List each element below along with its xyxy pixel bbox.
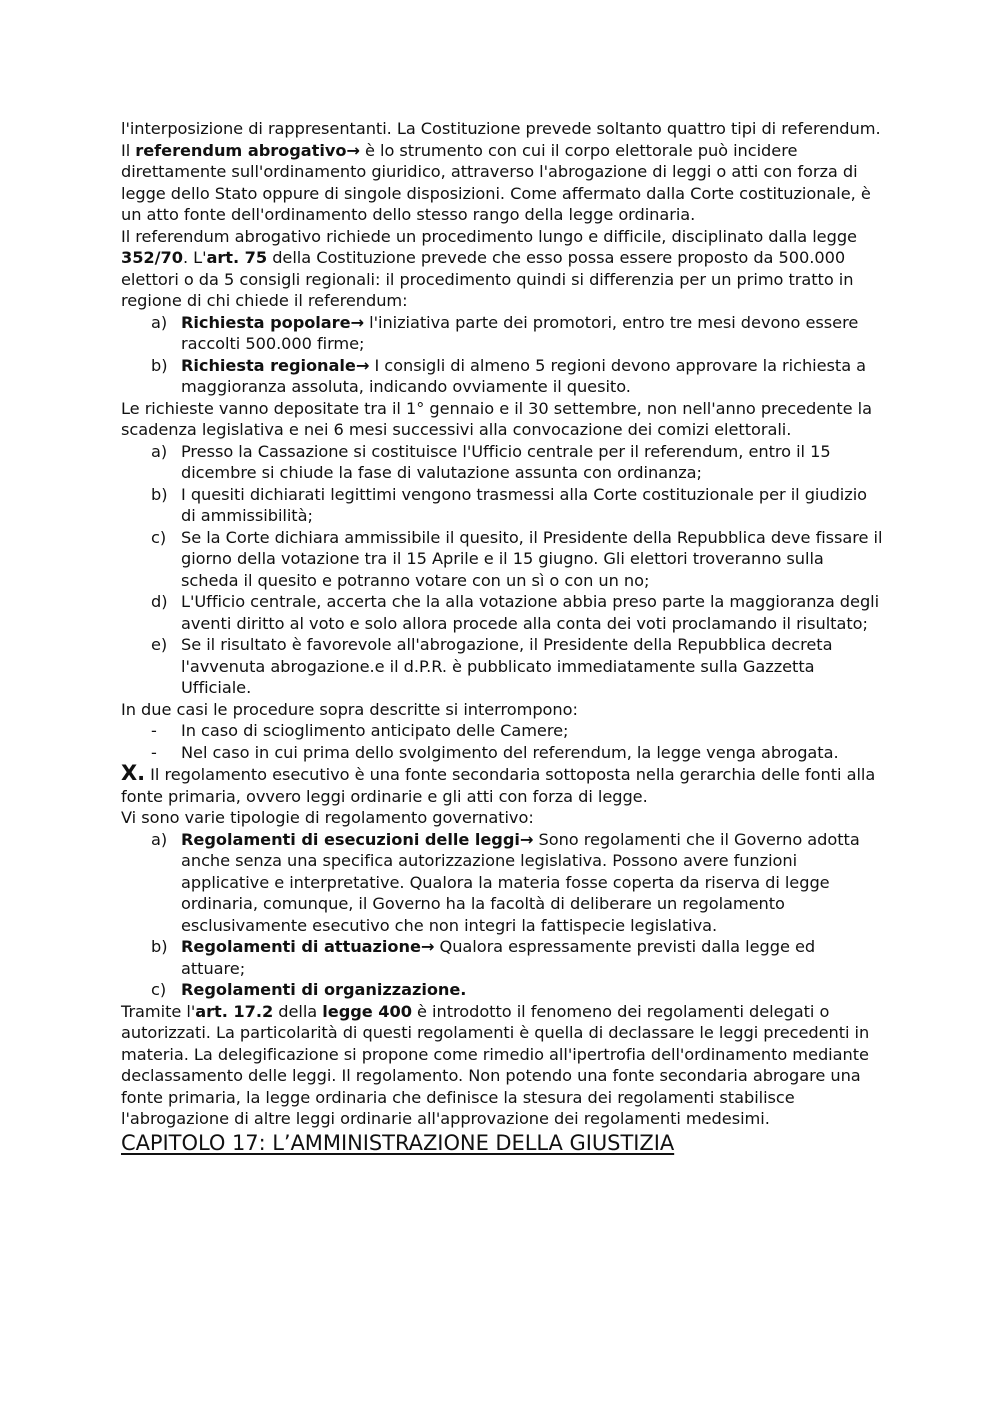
list-item (121, 591, 883, 634)
list-marker: c) (151, 527, 167, 547)
bold-term: Regolamenti di esecuzioni delle leggi→ (181, 829, 534, 849)
list-item-text: Se il risultato è favorevole all'abrogazione, il Presidente della Repubblica decreta l'avvenuta abrogazione.e il d.P.R. è pubblicato immediatamente sulla Gazzetta Ufficiale. (181, 635, 833, 697)
document-page (121, 118, 883, 1156)
text-run: Il referendum abrogativo richiede un procedimento lungo e difficile, disciplinato dalla legge (121, 226, 857, 246)
list-item-text: Qualora espressamente previsti dalla legge ed attuare; (181, 937, 816, 978)
bold-term: Richiesta regionale→ (181, 355, 370, 375)
list-item (121, 742, 883, 764)
deposito-paragraph: Le richieste vanno depositate tra il 1° gennaio e il 30 settembre, non nell'anno precedente la scadenza legislativa e nei 6 mesi successivi alla convocazione dei comizi elettorali. (121, 398, 872, 439)
text-run: Tramite l' (121, 1001, 196, 1021)
text-run: della (273, 1001, 323, 1021)
referendum-abrogativo-paragraph (121, 140, 883, 226)
list-item-text: Se la Corte dichiara ammissibile il quesito, il Presidente della Repubblica deve fissare il giorno della votazione tra il 15 Aprile e il 15 giugno. Gli elettori troveranno sulla scheda il quesito e potranno votare con un sì o con un no; (181, 527, 883, 590)
richieste-list (121, 312, 883, 398)
list-item-text: Presso la Cassazione si costituisce l'Ufficio centrale per il referendum, entro il 15 dicembre si chiude la fase di valutazione assunta con ordinanza; (181, 441, 831, 482)
list-marker: - (151, 721, 157, 740)
list-item (121, 312, 883, 355)
fasi-list (121, 441, 883, 699)
list-marker: a) (151, 441, 168, 461)
list-item (121, 484, 883, 527)
list-item (121, 441, 883, 484)
list-marker: e) (151, 635, 168, 654)
casi-list (121, 720, 883, 763)
procedure-paragraph (121, 226, 883, 312)
list-item (121, 355, 883, 398)
list-item (121, 936, 883, 979)
list-item-text: Nel caso in cui prima dello svolgimento del referendum, la legge venga abrogata. (181, 742, 839, 762)
bold-term: art. 17.2 (195, 1001, 274, 1021)
list-item-text: In caso di scioglimento anticipato delle Camere; (181, 721, 569, 740)
list-marker: b) (151, 484, 168, 504)
bold-term: Regolamenti di organizzazione. (181, 980, 467, 999)
bold-term: Regolamenti di attuazione→ (181, 937, 435, 956)
list-item (121, 829, 883, 937)
list-marker: a) (151, 829, 168, 849)
bold-term: art. 75 (206, 248, 268, 267)
intro-paragraph: l'interposizione di rappresentanti. La Costituzione prevede soltanto quattro tipi di referendum. (121, 119, 881, 138)
tipologie-paragraph: Vi sono varie tipologie di regolamento governativo: (121, 808, 534, 827)
text-run: è introdotto il fenomeno dei regolamenti delegati o autorizzati. La particolarità di questi regolamenti è quella di declassare le leggi precedenti in materia. La delegificazione si propone come rimedio all'ipertrofia dell'ordinamento mediante declassamento delle leggi. Il regolamento. Non potendo una fonte secondaria abrogare una fonte primaria, la legge ordinaria che definisce la stesura dei regolamenti stabilisce l'abrogazione di altre leggi ordinarie all'approvazione dei regolamenti medesimi. (121, 1001, 870, 1128)
bold-term: referendum abrogativo→ (135, 140, 360, 160)
list-item (121, 634, 883, 699)
text-run: Il (121, 140, 136, 160)
list-item-text: I quesiti dichiarati legittimi vengono trasmessi alla Corte costituzionale per il giudizio di ammissibilità; (181, 484, 867, 525)
section-label: X. (121, 761, 146, 785)
bold-term: legge 400 (322, 1001, 412, 1021)
casi-paragraph: In due casi le procedure sopra descritte si interrompono: (121, 699, 578, 719)
list-marker: - (151, 742, 157, 762)
list-item (121, 720, 883, 742)
list-marker: b) (151, 937, 168, 956)
list-item (121, 979, 883, 1001)
list-item-text: L'Ufficio centrale, accerta che la alla votazione abbia preso parte la maggioranza degli aventi diritto al voto e solo allora procede alla conta dei voti proclamando il risultato; (181, 592, 880, 633)
text-run: è lo strumento con cui il corpo elettorale può incidere direttamente sull'ordinamento giuridico, attraverso l'abrogazione di leggi o atti con forza di legge dello Stato oppure di singole disposizioni. Come affermato dalla Corte costituzionale, è un atto fonte dell'ordinamento dello stesso rango della legge ordinaria. (121, 140, 871, 224)
text-run: . L' (182, 248, 207, 267)
text-run: della Costituzione prevede che esso possa essere proposto da 500.000 elettori o da 5 consigli regionali: il procedimento quindi si differenzia per un primo tratto in regione di chi chiede il referendum: (121, 248, 854, 310)
regolamento-esecutivo-paragraph (121, 763, 883, 807)
chapter-heading: CAPITOLO 17: L’AMMINISTRAZIONE DELLA GIUSTIZIA (121, 1130, 675, 1155)
list-item-text: I consigli di almeno 5 regioni devono approvare la richiesta a maggioranza assoluta, indicando ovviamente il quesito. (181, 355, 867, 396)
list-marker: d) (151, 592, 168, 611)
bold-term: Richiesta popolare→ (181, 312, 365, 332)
bold-term: 352/70 (121, 248, 183, 267)
regolamenti-delegati-paragraph (121, 1001, 883, 1130)
regolamenti-list (121, 829, 883, 1001)
list-marker: a) (151, 312, 168, 332)
list-item-text: l'iniziativa parte dei promotori, entro tre mesi devono essere raccolti 500.000 firme; (181, 312, 859, 353)
text-run: Il regolamento esecutivo è una fonte secondaria sottoposta nella gerarchia delle fonti alla fonte primaria, ovvero leggi ordinarie e gli atti con forza di legge. (121, 765, 876, 806)
list-item (121, 527, 883, 592)
list-item-text: Sono regolamenti che il Governo adotta anche senza una specifica autorizzazione legislativa. Possono avere funzioni applicative e interpretative. Qualora la materia fosse coperta da riserva di legge ordinaria, comunque, il Governo ha la facoltà di deliberare un regolamento esclusivamente esecutivo che non integri la fattispecie legislativa. (181, 829, 860, 935)
list-marker: b) (151, 355, 168, 375)
list-marker: c) (151, 980, 167, 999)
